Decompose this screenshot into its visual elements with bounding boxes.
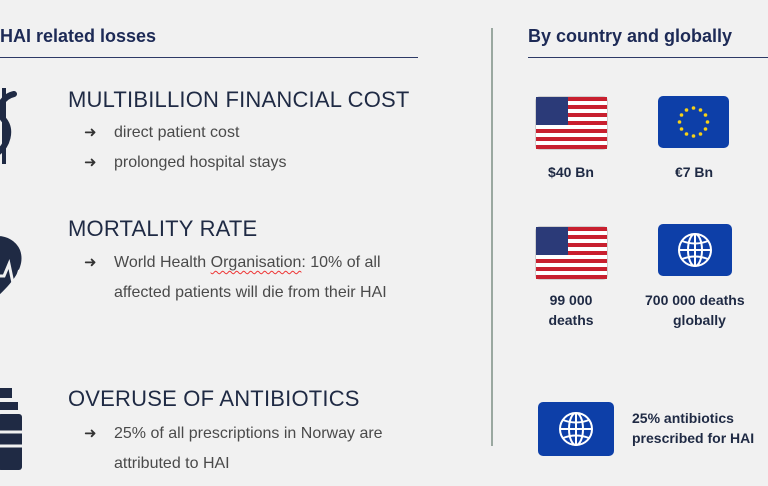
stat-eu-cost: €7 Bn xyxy=(674,164,714,180)
arrow-icon: ➜ xyxy=(84,154,97,171)
heartbeat-icon xyxy=(0,236,34,313)
bullet-norway-prescriptions: ➜ 25% of all prescriptions in Norway are attributed to HAI xyxy=(84,419,383,479)
vertical-divider xyxy=(491,28,493,446)
stat-usa-cost: $40 Bn xyxy=(548,164,594,180)
bullet-who-mortality: ➜ World Health Organisation: 10% of all affected patients will die from their HAI xyxy=(84,248,387,308)
arrow-icon: ➜ xyxy=(84,254,97,271)
stat-global-deaths: 700 000 deaths globally xyxy=(645,292,745,328)
dollar-icon xyxy=(0,88,20,173)
section-heading-hai-losses: HAI related losses xyxy=(0,26,418,58)
eu-flag-icon xyxy=(658,96,729,148)
section-title-mortality: MORTALITY RATE xyxy=(68,216,258,241)
bullet-direct-patient-cost: ➜ direct patient cost xyxy=(84,118,239,148)
stat-usa-deaths: 99 000 deaths xyxy=(548,292,594,328)
medicine-bottle-icon xyxy=(0,388,26,479)
arrow-icon: ➜ xyxy=(84,124,97,141)
usa-flag-icon xyxy=(535,226,608,280)
section-heading-by-country: By country and globally xyxy=(528,26,768,58)
bullet-prolonged-stays: ➜ prolonged hospital stays xyxy=(84,148,287,178)
stat-antibiotics: 25% antibiotics prescribed for HAI xyxy=(632,410,755,446)
globe-icon xyxy=(538,402,614,456)
globe-icon xyxy=(658,224,732,276)
usa-flag-icon xyxy=(535,96,608,150)
section-title-antibiotics: OVERUSE OF ANTIBIOTICS xyxy=(68,386,360,411)
arrow-icon: ➜ xyxy=(84,425,97,442)
section-title-financial-cost: MULTIBILLION FINANCIAL COST xyxy=(68,87,410,112)
